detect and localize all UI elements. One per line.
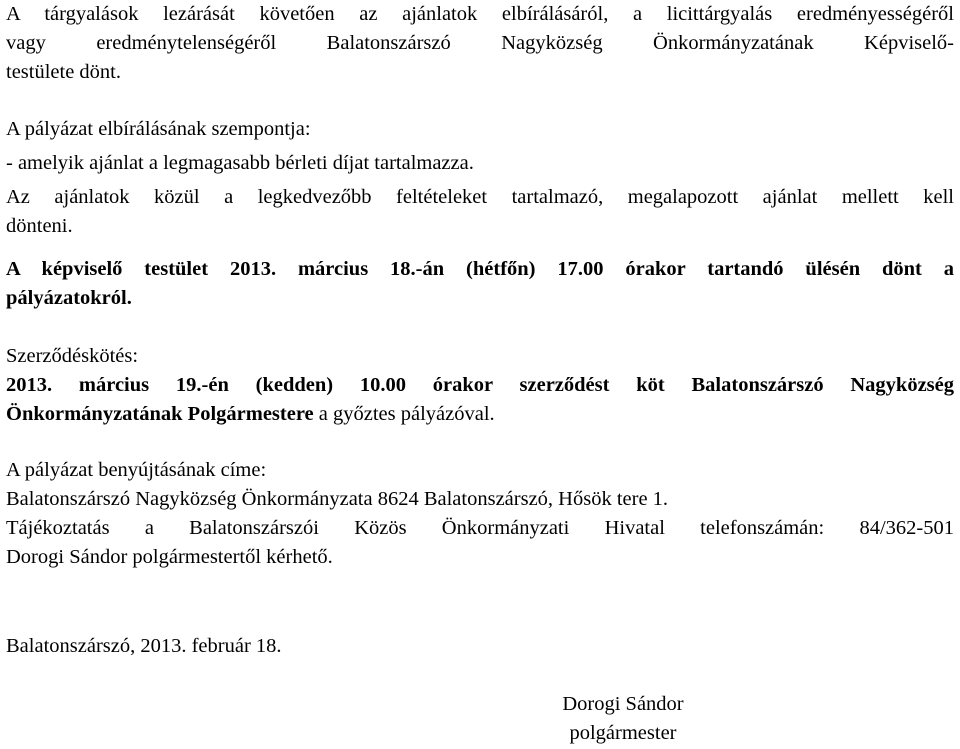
decision-line-2: pályázatokról.	[6, 287, 132, 309]
info-line-1: Tájékoztatás a Balatonszárszói Közös Önkormányzati Hivatal telefonszámán: 84/362-501	[6, 517, 954, 539]
signature-title: polgármester	[569, 722, 677, 744]
criteria-heading: A pályázat elbírálásának szempontja:	[6, 118, 311, 140]
criteria-line-2: dönteni.	[6, 215, 73, 237]
criteria-section	[6, 115, 954, 178]
criteria-line-1: Az ajánlatok közül a legkedvezőbb feltételeket tartalmazó, megalapozott ajánlat mellett kell	[6, 186, 954, 208]
intro-paragraph	[6, 0, 954, 87]
contract-line-1: 2013. március 19.-én (kedden) 10.00 órakor szerződést köt Balatonszárszó Nagyközség	[6, 374, 954, 396]
intro-line-3: testülete dönt.	[6, 61, 122, 83]
contract-heading: Szerződéskötés:	[6, 345, 139, 367]
contract-section	[6, 342, 954, 429]
intro-line-1: A tárgyalások lezárását követően az ajánlatok elbírálásáról, a licittárgyalás eredményességéről	[6, 3, 954, 25]
contract-line-2-bold: Önkormányzatának Polgármestere	[6, 403, 314, 425]
criteria-item: - amelyik ajánlat a legmagasabb bérleti díjat tartalmazza.	[6, 152, 474, 174]
signature-name: Dorogi Sándor	[562, 693, 684, 715]
address-line: Balatonszárszó Nagyközség Önkormányzata 8624 Balatonszárszó, Hősök tere 1.	[6, 488, 669, 510]
decision-line-1: A képviselő testület 2013. március 18.-án (hétfőn) 17.00 órakor tartandó ülésén dönt a	[6, 258, 954, 280]
contract-line-2	[6, 400, 954, 429]
info-line-2: Dorogi Sándor polgármestertől kérhető.	[6, 546, 333, 568]
address-section	[6, 456, 954, 572]
signature-block	[548, 690, 698, 748]
address-heading: A pályázat benyújtásának címe:	[6, 459, 267, 481]
decision-paragraph	[6, 255, 954, 313]
intro-line-2: vagy eredménytelenségéről Balatonszárszó Nagyközség Önkormányzatának Képviselő-	[6, 32, 954, 54]
contract-line-2-rest: a győztes pályázóval.	[313, 403, 495, 425]
criteria-paragraph	[6, 183, 954, 241]
place-date: Balatonszárszó, 2013. február 18.	[6, 635, 282, 657]
